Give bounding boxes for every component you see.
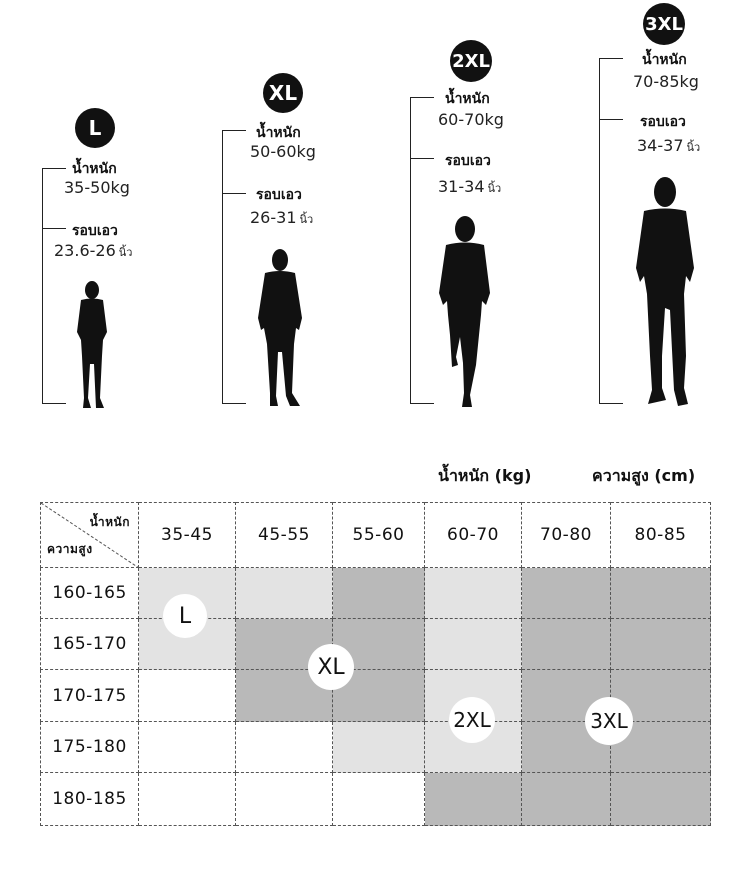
size-cell (139, 722, 236, 773)
size-badge-2xl: 2XL (450, 40, 492, 82)
table-header-row (41, 503, 711, 568)
height-axis-header: ความสูง (cm) (592, 466, 696, 485)
tick (42, 168, 66, 169)
table-row (41, 619, 711, 670)
size-badge-3xl: 3XL (643, 3, 685, 45)
waist-label: รอบเอว (640, 114, 686, 130)
size-cell (425, 773, 522, 826)
weight-axis-header: น้ำหนัก (kg) (438, 466, 532, 485)
waist-value: 23.6-26 นิ้ว (54, 241, 133, 260)
person-silhouette (72, 280, 112, 410)
tick (410, 403, 434, 404)
size-cell (236, 568, 333, 619)
size-cell (522, 619, 611, 670)
waist-value: 31-34 นิ้ว (438, 177, 502, 196)
height-range-header: 170-175 (41, 670, 139, 722)
zone-label-3xl: 3XL (585, 697, 633, 745)
tick (222, 130, 246, 131)
size-badge-xl: XL (263, 73, 303, 113)
zone-label-2xl: 2XL (449, 697, 495, 743)
weight-label: น้ำหนัก (642, 52, 687, 68)
table-row (41, 773, 711, 826)
corner-cell (41, 503, 139, 568)
tick (222, 403, 246, 404)
size-cell (611, 619, 711, 670)
zone-label-xl: XL (308, 644, 354, 690)
size-cell (236, 722, 333, 773)
size-cell (425, 619, 522, 670)
tick (599, 119, 623, 120)
size-cell (333, 568, 425, 619)
weight-value: 35-50kg (64, 178, 130, 197)
tick (222, 193, 246, 194)
weight-range-header: 80-85 (611, 503, 711, 568)
height-range-header: 160-165 (41, 568, 139, 619)
size-cell (236, 773, 333, 826)
height-line (599, 58, 600, 404)
weight-range-header: 70-80 (522, 503, 611, 568)
height-range-header: 175-180 (41, 722, 139, 773)
tick (599, 403, 623, 404)
size-cell (139, 670, 236, 722)
height-line (410, 97, 411, 404)
person-silhouette (632, 176, 698, 410)
weight-value: 70-85kg (633, 72, 699, 91)
weight-label: น้ำหนัก (445, 91, 490, 107)
weight-range-header: 45-55 (236, 503, 333, 568)
tick (42, 228, 66, 229)
zone-label-l: L (163, 594, 207, 638)
height-line (42, 168, 43, 404)
tick (410, 158, 434, 159)
size-badge-l: L (75, 108, 115, 148)
size-cell (333, 722, 425, 773)
corner-weight-label: น้ำหนัก (89, 515, 130, 529)
tick (42, 403, 66, 404)
person-silhouette (254, 248, 306, 410)
size-cell (139, 773, 236, 826)
weight-value: 60-70kg (438, 110, 504, 129)
weight-label: น้ำหนัก (256, 125, 301, 141)
weight-range-header: 35-45 (139, 503, 236, 568)
size-cell (611, 773, 711, 826)
size-cell (425, 568, 522, 619)
height-line (222, 130, 223, 404)
waist-label: รอบเอว (256, 187, 302, 203)
size-cell (522, 773, 611, 826)
size-cell (333, 773, 425, 826)
height-range-header: 165-170 (41, 619, 139, 670)
size-cell (611, 568, 711, 619)
weight-range-header: 55-60 (333, 503, 425, 568)
waist-value: 26-31 นิ้ว (250, 208, 314, 227)
height-range-header: 180-185 (41, 773, 139, 826)
waist-label: รอบเอว (445, 153, 491, 169)
waist-label: รอบเอว (72, 223, 118, 239)
size-chart-table (40, 502, 711, 826)
corner-height-label: ความสูง (47, 542, 93, 556)
tick (599, 58, 623, 59)
size-cell (522, 568, 611, 619)
table-row (41, 568, 711, 619)
waist-value: 34-37 นิ้ว (637, 136, 701, 155)
weight-label: น้ำหนัก (72, 161, 117, 177)
person-silhouette (436, 215, 494, 411)
weight-value: 50-60kg (250, 142, 316, 161)
weight-range-header: 60-70 (425, 503, 522, 568)
tick (410, 97, 434, 98)
